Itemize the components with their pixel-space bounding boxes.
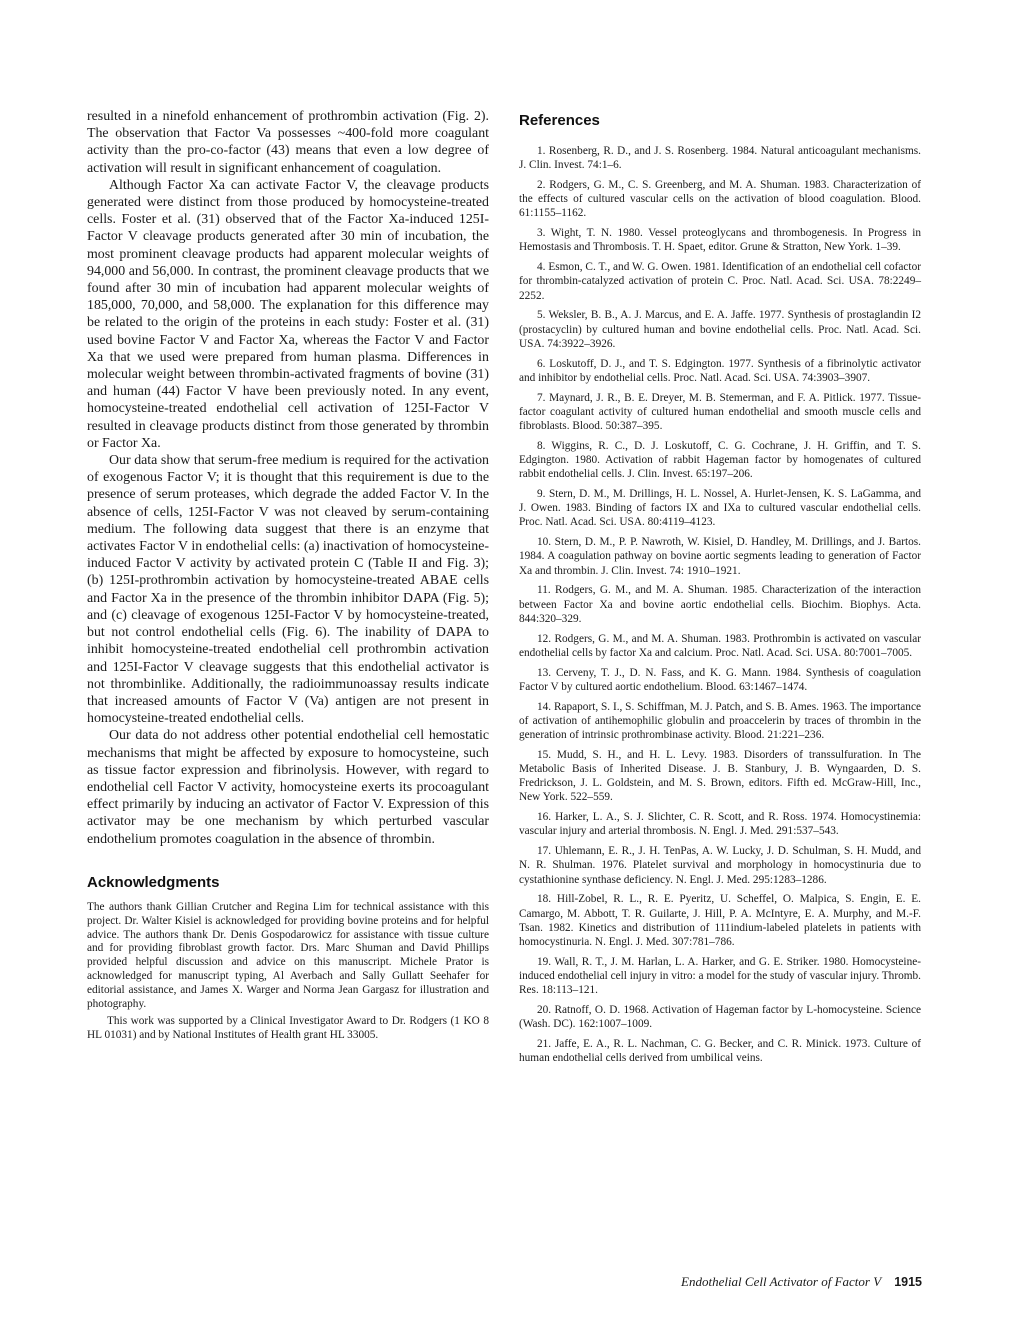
reference-list <box>519 144 921 1065</box>
reference-item: 17. Uhlemann, E. R., J. H. TenPas, A. W. Lucky, J. D. Schulman, S. H. Mudd, and N. R. Shulman. 1976. Platelet survival and morphology in homocystinuria due to cystathionine synthase deficiency. N. Engl. J. Med. 295:1283–1286. <box>519 845 921 886</box>
body-paragraph: Our data do not address other potential endothelial cell hemostatic mechanisms that might be affected by exposure to homocysteine, such as tissue factor expression and fibrinolysis. However, with regard to endothelial cell Factor V activity, homocysteine exerts its procoagulant effect primarily by inducing an activator of Factor V. Expression of this activator may be one mechanism by which perturbed vascular endothelium promotes coagulation in the absence of thrombin. <box>87 728 489 847</box>
reference-item: 6. Loskutoff, D. J., and T. S. Edgington. 1977. Synthesis of a fibrinolytic activator and inhibitor by endothelial cells. Proc. Natl. Acad. Sci. USA. 74:3903–3907. <box>519 357 921 384</box>
reference-item: 1. Rosenberg, R. D., and J. S. Rosenberg. 1984. Natural anticoagulant mechanisms. J. Clin. Invest. 74:1–6. <box>519 145 921 172</box>
reference-item: 18. Hill-Zobel, R. L., R. E. Pyeritz, U. Scheffel, O. Malpica, S. Engin, E. E. Camargo, M. Abbott, T. R. Guilarte, J. Hill, P. A. McIntyre, E. A. Murphy, and M.-F. Tsan. 1982. Kinetics and distribution of 111indium-labeled platelets in patients with homocystinuria. N. Engl. J. Med. 307:781–786. <box>519 893 921 949</box>
reference-item: 9. Stern, D. M., M. Drillings, H. L. Nossel, A. Hurlet-Jensen, K. S. LaGamma, and J. Owen. 1983. Binding of factors IX and IXa to cultured vascular endothelial cells. Proc. Natl. Acad. Sci. USA. 80:4119–4123. <box>519 488 921 529</box>
reference-item: 8. Wiggins, R. C., D. J. Loskutoff, C. G. Cochrane, J. H. Griffin, and T. S. Edgington. 1980. Activation of rabbit Hageman factor by homogenates of cultured rabbit endothelial cells. J. Clin. Invest. 65:197–206. <box>519 439 921 481</box>
reference-item: 19. Wall, R. T., J. M. Harlan, L. A. Harker, and G. E. Striker. 1980. Homocysteine-induced endothelial cell injury in vitro: a model for the study of vascular injury. Thromb. Res. 18:113–121. <box>519 955 921 997</box>
body-paragraph: resulted in a ninefold enhancement of prothrombin activation (Fig. 2). The observation that Factor Va possesses ~400-fold more coagulant activity than the pro-co-factor (43) means that even a low degree of activation will result in significant enhancement of coagulation. <box>87 109 489 176</box>
reference-item: 13. Cerveny, T. J., D. N. Fass, and K. G. Mann. 1984. Synthesis of coagulation Factor V by cultured aortic endothelium. Blood. 63:1467–1474. <box>519 666 921 693</box>
reference-item: 10. Stern, D. M., P. P. Nawroth, W. Kisiel, D. Handley, M. Drillings, and J. Bartos. 1984. A coagulation pathway on bovine aortic segments leading to generation of Factor Xa and thrombin. J. Clin. Invest. 74: 1910–1921. <box>519 536 921 577</box>
reference-item: 12. Rodgers, G. M., and M. A. Shuman. 1983. Prothrombin is activated on vascular endothelial cells by factor Xa and calcium. Proc. Natl. Acad. Sci. USA. 80:7001–7005. <box>519 632 921 659</box>
reference-item: 15. Mudd, S. H., and H. L. Levy. 1983. Disorders of transsulfuration. In The Metabolic Basis of Inherited Disease. J. B. Stanbury, J. B. Wyngaarden, D. S. Fredrickson, J. L. Goldstein, and M. S. Brown, editors. Fifth ed. McGraw-Hill, Inc., New York. 522–559. <box>519 748 921 804</box>
left-column <box>87 108 489 1043</box>
reference-item: 20. Ratnoff, O. D. 1968. Activation of Hageman factor by L-homocysteine. Science (Wash. DC). 162:1007–1009. <box>519 1004 921 1031</box>
reference-item: 7. Maynard, J. R., B. E. Dreyer, M. B. Stemerman, and F. A. Pitlick. 1977. Tissue-factor coagulant activity of cultured human endothelial and smooth muscle cells and fibroblasts. Blood. 50:387–395. <box>519 391 921 433</box>
reference-item: 2. Rodgers, G. M., C. S. Greenberg, and M. A. Shuman. 1983. Characterization of the effects of cultured vascular cells on the activation of blood coagulation. Blood. 61:1155–1162. <box>519 179 921 220</box>
references-heading: References <box>519 112 600 129</box>
acknowledgments-heading: Acknowledgments <box>87 873 220 891</box>
reference-item: 3. Wight, T. N. 1980. Vessel proteoglycans and thrombogenesis. In Progress in Hemostasis and Thrombosis. T. H. Spaet, editor. Grune & Stratton, New York. 1–39. <box>519 227 921 254</box>
page-number: 1915 <box>894 1275 922 1289</box>
body-paragraph: Our data show that serum-free medium is required for the activation of exogenous Factor V; it is thought that this requirement is due to the presence of serum proteases, which degrade the added Factor V. In the absence of cells, 125I-Factor V was not cleaved by serum-containing medium. The following data suggest that there is an enzyme that activates Factor V in endothelial cells: (a) inactivation of homocysteine-induced Factor V activity by activated protein C (Table II and Fig. 3); (b) 125I-prothrombin activation by homocysteine-treated ABAE cells and Factor Xa in the presence of the thrombin inhibitor DAPA (Fig. 5); and (c) cleavage of exogenous 125I-Factor V by homocysteine-treated, but not control endothelial cells (Fig. 6). The inability of DAPA to inhibit homocysteine-treated endothelial cell prothrombin activation and 125I-Factor V cleavage suggests that this endothelial activator is not thrombinlike. Additionally, the radioimmunoassay results indicate that increased amounts of Factor V (Va) antigen are not present in homocysteine-treated endothelial cells. <box>87 453 489 727</box>
acknowledgments-paragraph: The authors thank Gillian Crutcher and Regina Lim for technical assistance with this project. Dr. Walter Kisiel is acknowledged for providing bovine proteins and for helpful advice. The authors thank Dr. Denis Gospodarowicz for assistance with tissue culture and for providing fibroblast growth factor. Drs. Marc Shuman and David Phillips provided helpful discussion and advice on this manuscript. Michele Prator is acknowledged for manuscript typing, Al Averbach and Sally Gullatt Seehafer for editorial assistance, and James X. Warger and Norma Jean Gargasz for illustration and photography. <box>87 900 489 1011</box>
acknowledgments-paragraph: This work was supported by a Clinical Investigator Award to Dr. Rodgers (1 KO 8 HL 01031) and by National Institutes of Health grant HL 33005. <box>87 1014 489 1041</box>
right-column <box>519 108 921 1071</box>
reference-item: 11. Rodgers, G. M., and M. A. Shuman. 1985. Characterization of the interaction between Factor Xa and bovine aortic endothelial cells. Biochim. Biophys. Acta. 844:320–329. <box>519 584 921 625</box>
reference-item: 5. Weksler, B. B., A. J. Marcus, and E. A. Jaffe. 1977. Synthesis of prostaglandin I2 (prostacyclin) by cultured human and bovine endothelial cells. Proc. Natl. Acad. Sci. USA. 74:3922–3926. <box>519 309 921 350</box>
reference-item: 14. Rapaport, S. I., S. Schiffman, M. J. Patch, and S. B. Ames. 1963. The importance of activation of antihemophilic globulin and proaccelerin by traces of thrombin in the generation of intrinsic prothrombinase activity. Blood. 21:221–236. <box>519 700 921 742</box>
running-title: Endothelial Cell Activator of Factor V <box>681 1274 881 1289</box>
page-footer <box>640 1274 922 1290</box>
reference-item: 4. Esmon, C. T., and W. G. Owen. 1981. Identification of an endothelial cell cofactor for thrombin-catalyzed activation of protein C. Proc. Natl. Acad. Sci. USA. 78:2249–2252. <box>519 261 921 302</box>
reference-item: 16. Harker, L. A., S. J. Slichter, C. R. Scott, and R. Ross. 1974. Homocystinemia: vascular injury and arterial thrombosis. N. Engl. J. Med. 291:537–543. <box>519 811 921 838</box>
reference-item: 21. Jaffe, E. A., R. L. Nachman, C. G. Becker, and C. R. Minick. 1973. Culture of human endothelial cells derived from umbilical veins. <box>519 1038 921 1065</box>
body-paragraph: Although Factor Xa can activate Factor V, the cleavage products generated were distinct from those produced by homocysteine-treated cells. Foster et al. (31) observed that of the Factor Xa-induced 125I-Factor V cleavage products generated after 30 min of incubation, the most prominent cleavage products had apparent molecular weights of 94,000 and 56,000. In contrast, the prominent cleavage products that we found after 30 min of incubation had apparent molecular weights of 185,000, 70,000, and 58,000. The explanation for this difference may be related to the origin of the proteins in each study: Foster et al. (31) used bovine Factor V and Factor Xa, whereas the Factor V and Factor Xa that we used were prepared from human plasma. Differences in molecular weight between thrombin-activated fragments of bovine (31) and human (44) Factor V have been previously noted. In any event, homocysteine-treated endothelial cell activation of 125I-Factor V resulted in cleavage products distinct from those generated by thrombin or Factor Xa. <box>87 177 489 451</box>
